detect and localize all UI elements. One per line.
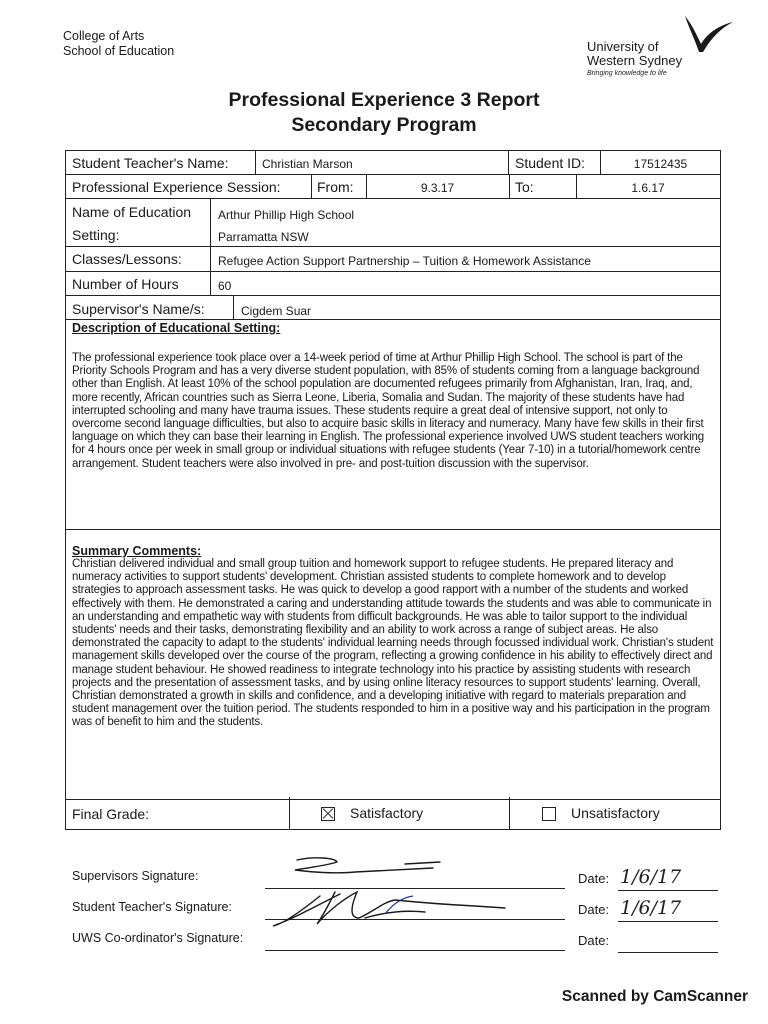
satisfactory-checkbox[interactable] — [321, 807, 335, 821]
school-location-value: Parramatta NSW — [218, 230, 309, 244]
to-date-value: 1.6.17 — [631, 181, 665, 195]
camscanner-watermark: Scanned by CamScanner — [561, 988, 748, 1005]
supervisor-name-value: Cigdem Suar — [241, 304, 312, 318]
supervisor-date-value: 1/6/17 — [620, 866, 682, 888]
final-grade-label: Final Grade: — [72, 806, 150, 822]
report-subtitle: Secondary Program — [291, 114, 477, 136]
student-id-label: Student ID: — [515, 155, 586, 171]
to-label: To: — [515, 179, 534, 195]
student-name-label: Student Teacher's Name: — [72, 155, 229, 171]
hours-value: 60 — [218, 279, 232, 293]
report-form — [65, 150, 721, 800]
school-name: School of Education — [63, 44, 175, 58]
university-tagline: Bringing knowledge to life — [587, 70, 667, 77]
summary-heading: Summary Comments: — [72, 544, 202, 558]
unsatisfactory-checkbox[interactable] — [542, 807, 556, 821]
student-signature-label: Student Teacher's Signature: — [72, 900, 232, 914]
description-text: The professional experience took place over a 14-week period of time at Arthur Phillip High School. The school is part of the Priority Schools Program and has a very diverse student population, with 85% of students coming from a language background other than English. At least 10% of the school population are documented refugees primarily from Afghanistan, Iran, Iraq, and, more recently, African countries such as Sierra Leone, Liberia, Somalia and Sudan. The majority of these students have had interrupted schooling and many have trauma issues. These students require a great deal of intensive support, not only to overcome second language difficulties, but also to acquire basic skills in literacy and numeracy. Many have few skills in their first language on which they can base their learning in English. The professional experience involved UWS student teachers working for 4 hours once per week in small group or individual situations with refugee students (Year 7-10) in a tutorial/homework centre arrangement. Student teachers were also involved in pre- and post-tuition discussion with the supervisor. — [72, 352, 704, 470]
hours-label: Number of Hours — [72, 276, 179, 292]
supervisor-signature-label: Supervisors Signature: — [72, 869, 199, 883]
supervisor-date-label: Date: — [578, 871, 610, 886]
unsatisfactory-label: Unsatisfactory — [571, 805, 660, 821]
student-id-value: 17512435 — [633, 157, 688, 171]
setting-label-line2: Setting: — [72, 227, 120, 243]
from-date-value: 9.3.17 — [420, 181, 455, 195]
student-name-value: Christian Marson — [262, 157, 353, 171]
student-date-label: Date: — [578, 902, 610, 917]
from-label: From: — [317, 179, 354, 195]
satisfactory-label: Satisfactory — [350, 805, 424, 821]
classes-label: Classes/Lessons: — [72, 251, 182, 267]
department-block — [63, 29, 174, 59]
student-date-value: 1/6/17 — [620, 897, 682, 919]
summary-text: Christian delivered individual and small group tuition and homework support to refugee students. He prepared literacy and numeracy activities to support students' development. Christian assisted students to complete homework and to develop strategies to approach assessment tasks. He was quick to develop a good rapport with a number of the students and worked effectively with them. He demonstrated a caring and understanding attitude towards the students and was able to communicate in an understanding and empathetic way with students from difficult backgrounds. He was able to tailor support to the individual students' needs and their tasks, demonstrating flexibility and an ability to work across a range of subject areas. He also demonstrated the capacity to adapt to the students' individual learning needs through focussed individual work. Christian's student management skills developed over the course of the program, reflecting a growing confidence in his ability to effectively direct and manage student behaviour. He showed readiness to integrate technology into his practice by assisting students with research projects and the presentation of assessment tasks, and by using online literacy resources to support students' learning. Overall, Christian demonstrated a growth in skills and confidence, and a developing initiative with regard to materials preparation and student management over the tuition period. The students responded to him in a positive way and his participation in the program was of benefit to him and the students. — [72, 558, 714, 729]
final-grade-row — [65, 797, 721, 830]
school-name-value: Arthur Phillip High School — [218, 208, 355, 222]
bird-mark-icon — [685, 16, 733, 52]
setting-label-line1: Name of Education — [72, 204, 192, 220]
college-name: College of Arts — [63, 29, 145, 43]
coordinator-date-label: Date: — [578, 933, 610, 948]
handwritten-signatures — [265, 852, 565, 932]
classes-value: Refugee Action Support Partnership – Tuition & Homework Assistance — [218, 254, 591, 268]
report-title: Professional Experience 3 Report — [228, 89, 540, 111]
supervisor-name-label: Supervisor's Name/s: — [72, 301, 205, 317]
coordinator-signature-label: UWS Co-ordinator's Signature: — [72, 931, 244, 945]
session-label: Professional Experience Session: — [72, 179, 281, 195]
university-name: University of Western Sydney — [587, 39, 683, 68]
description-heading: Description of Educational Setting: — [72, 321, 281, 335]
